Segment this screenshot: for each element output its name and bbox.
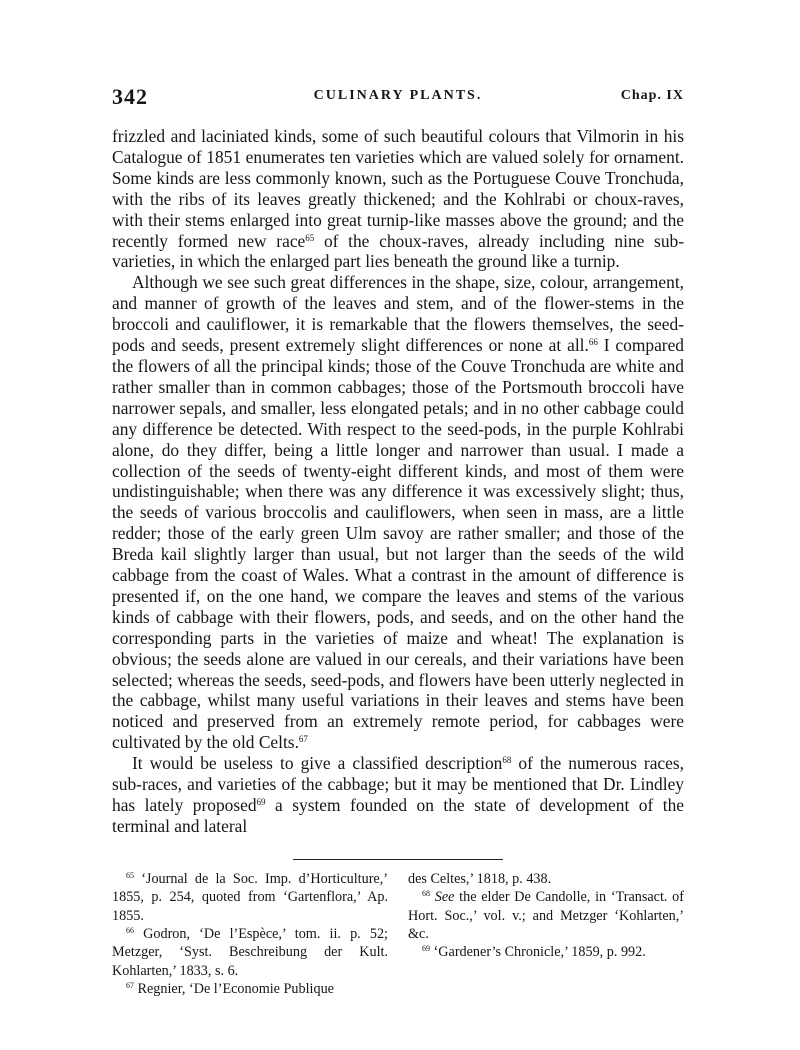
paragraph-text: a system founded on the state of development of the terminal and lateral	[112, 795, 684, 836]
paragraph-text: frizzled and laciniated kinds, some of such beautiful colours that Vilmorin in his Catalogue of 1851 enumerates ten varieties which are valued solely for ornament. Some kinds are less commonly known, such as the Portuguese Couve Tronchuda, with the ribs of its leaves greatly thickened; and the Kohlrabi or choux-raves, with their stems enlarged into great turnip-like masses above the ground; and the recently formed new race	[112, 126, 684, 251]
footnote-emphasis: See	[434, 889, 455, 906]
footnote-number: 66	[126, 926, 134, 936]
footnote-67	[112, 980, 388, 998]
footnote-67-continued: des Celtes,’ 1818, p. 438.	[408, 870, 552, 887]
page-number: 342	[112, 84, 148, 109]
paragraph-1	[112, 126, 684, 272]
footnote-69	[408, 943, 684, 961]
footnote-number: 69	[422, 944, 430, 954]
paragraph-2	[112, 272, 684, 753]
paragraph-text: of the numerous races, sub-races, and varieties of the cabbage; but it may be mentioned that Dr. Lindley has lately proposed	[112, 753, 684, 815]
footnote-column-right	[408, 870, 684, 999]
book-page	[112, 84, 684, 999]
footnote-ref-66[interactable]: 66	[588, 337, 598, 348]
footnote-66	[112, 925, 388, 980]
footnote-text: Godron, ‘De l’Espèce,’ tom. ii. p. 52; Metzger, ‘Syst. Beschreibung der Kult. Kohlarten,’ 1833, s. 6.	[112, 926, 388, 979]
page-header	[112, 84, 684, 114]
footnote-number: 65	[126, 870, 134, 880]
footnote-divider	[293, 859, 503, 860]
chapter-label: Chap. IX	[620, 88, 684, 103]
body-text	[112, 126, 684, 837]
paragraph-text: I compared the flowers of all the principal kinds; those of the Couve Tronchuda are white and rather smaller than in common cabbages; those of the Portsmouth broccoli have narrower sepals, and smaller, less elongated petals; and in no other cabbage could any difference be detected. With respect to the seed-pods, in the purple Kohlrabi alone, do they differ, being a little longer and narrower than usual. I made a collection of the seeds of twenty-eight different kinds, and most of them were undistinguishable; when there was any difference it was excessively slight; thus, the seeds of various broccolis and cauliflowers, when seen in mass, are a little redder; those of the early green Ulm savoy are rather smaller; and those of the Breda kail slightly larger than usual, but not larger than the seeds of the wild cabbage from the coast of Wales. What a contrast in the amount of difference is presented if, on the one hand, we compare the leaves and stems of the various kinds of cabbage with their flowers, pods, and seeds, and on the other hand the corresponding parts in the varieties of maize and wheat! The explanation is obvious; the seeds alone are valued in our cereals, and their variations have been selected; whereas the seeds, seed-pods, and flowers have been utterly neglected in the cabbage, whilst many useful variations in their leaves and stems have been noticed and preserved from an extremely remote period, for cabbages were cultivated by the old Celts.	[112, 335, 684, 753]
footnote-text: Regnier, ‘De l’Economie Publique	[137, 981, 334, 998]
footnotes	[112, 870, 684, 999]
footnote-ref-68[interactable]: 68	[502, 755, 512, 766]
footnote-ref-67[interactable]: 67	[298, 734, 308, 745]
footnote-68	[408, 888, 684, 943]
paragraph-text: of the choux-raves, already including nine sub-varieties, in which the enlarged part lies beneath the ground like a turnip.	[112, 230, 685, 272]
footnote-65	[112, 870, 388, 925]
footnote-ref-69[interactable]: 69	[256, 797, 266, 807]
footnote-text: the elder De Candolle, in ‘Transact. of Hort. Soc.,’ vol. v.; and Metzger ‘Kohlarten,’ &c.	[408, 889, 685, 943]
footnote-text: ‘Gardener’s Chronicle,’ 1859, p. 992.	[433, 944, 646, 961]
footnote-number: 68	[422, 889, 430, 899]
footnote-column-left	[112, 870, 388, 999]
running-title: CULINARY PLANTS.	[313, 88, 483, 103]
paragraph-text: Although we see such great differences in the shape, size, colour, arrangement, and manner of growth of the leaves and stem, and of the flower-stems in the broccoli and cauliflower, it is remarkable that the flowers themselves, the seed-pods and seeds, present extremely slight differences or none at all.	[112, 272, 684, 356]
footnote-ref-65[interactable]: 65	[305, 232, 315, 243]
footnote-text: ‘Journal de la Soc. Imp. d’Horticulture,’ 1855, p. 254, quoted from ‘Gartenflora,’ Ap. 1855.	[112, 870, 388, 924]
paragraph-text: It would be useless to give a classified description	[132, 753, 503, 774]
paragraph-3	[112, 753, 684, 837]
footnote-number: 67	[126, 981, 134, 991]
